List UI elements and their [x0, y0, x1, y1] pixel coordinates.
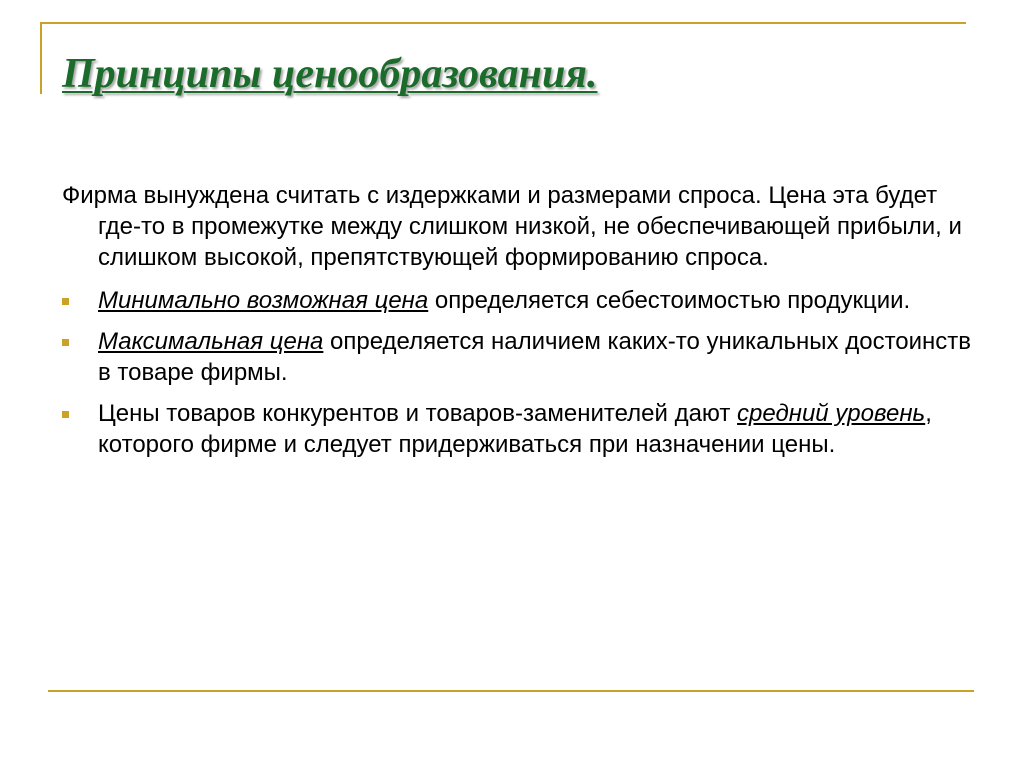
- frame-bottom-line: [48, 690, 974, 692]
- bullet-text-after: определяется себестоимостью продукции.: [428, 287, 911, 314]
- slide-title: Принципы ценообразования.: [62, 51, 598, 97]
- frame-top-line: [40, 22, 966, 24]
- square-bullet-icon: [62, 411, 69, 418]
- bullet-emphasis: Минимально возможная цена: [98, 287, 429, 314]
- slide-body: [62, 180, 982, 470]
- bullet-item-min-price: [62, 285, 982, 316]
- bullet-text-after: , которого фирме и следует придерживаться при назначении цены.: [98, 400, 932, 458]
- bullet-text-before: Цены товаров конкурентов и товаров-заменителей дают: [98, 400, 738, 427]
- bullet-item-max-price: [62, 326, 982, 388]
- intro-paragraph: Фирма вынуждена считать с издержками и размерами спроса. Цена эта будет где-то в промежутке между слишком низкой, не обеспечивающей прибыли, и слишком высокой, препятствующей формированию спроса.: [62, 182, 962, 271]
- frame-left-line: [40, 22, 42, 94]
- bullet-text-after: определяется наличием каких-то уникальных достоинств в товаре фирмы.: [98, 328, 972, 386]
- bullet-emphasis: средний уровень: [737, 400, 926, 427]
- bullet-emphasis: Максимальная цена: [98, 328, 324, 355]
- square-bullet-icon: [62, 298, 69, 305]
- square-bullet-icon: [62, 339, 69, 346]
- bullet-item-average-level: [62, 398, 982, 460]
